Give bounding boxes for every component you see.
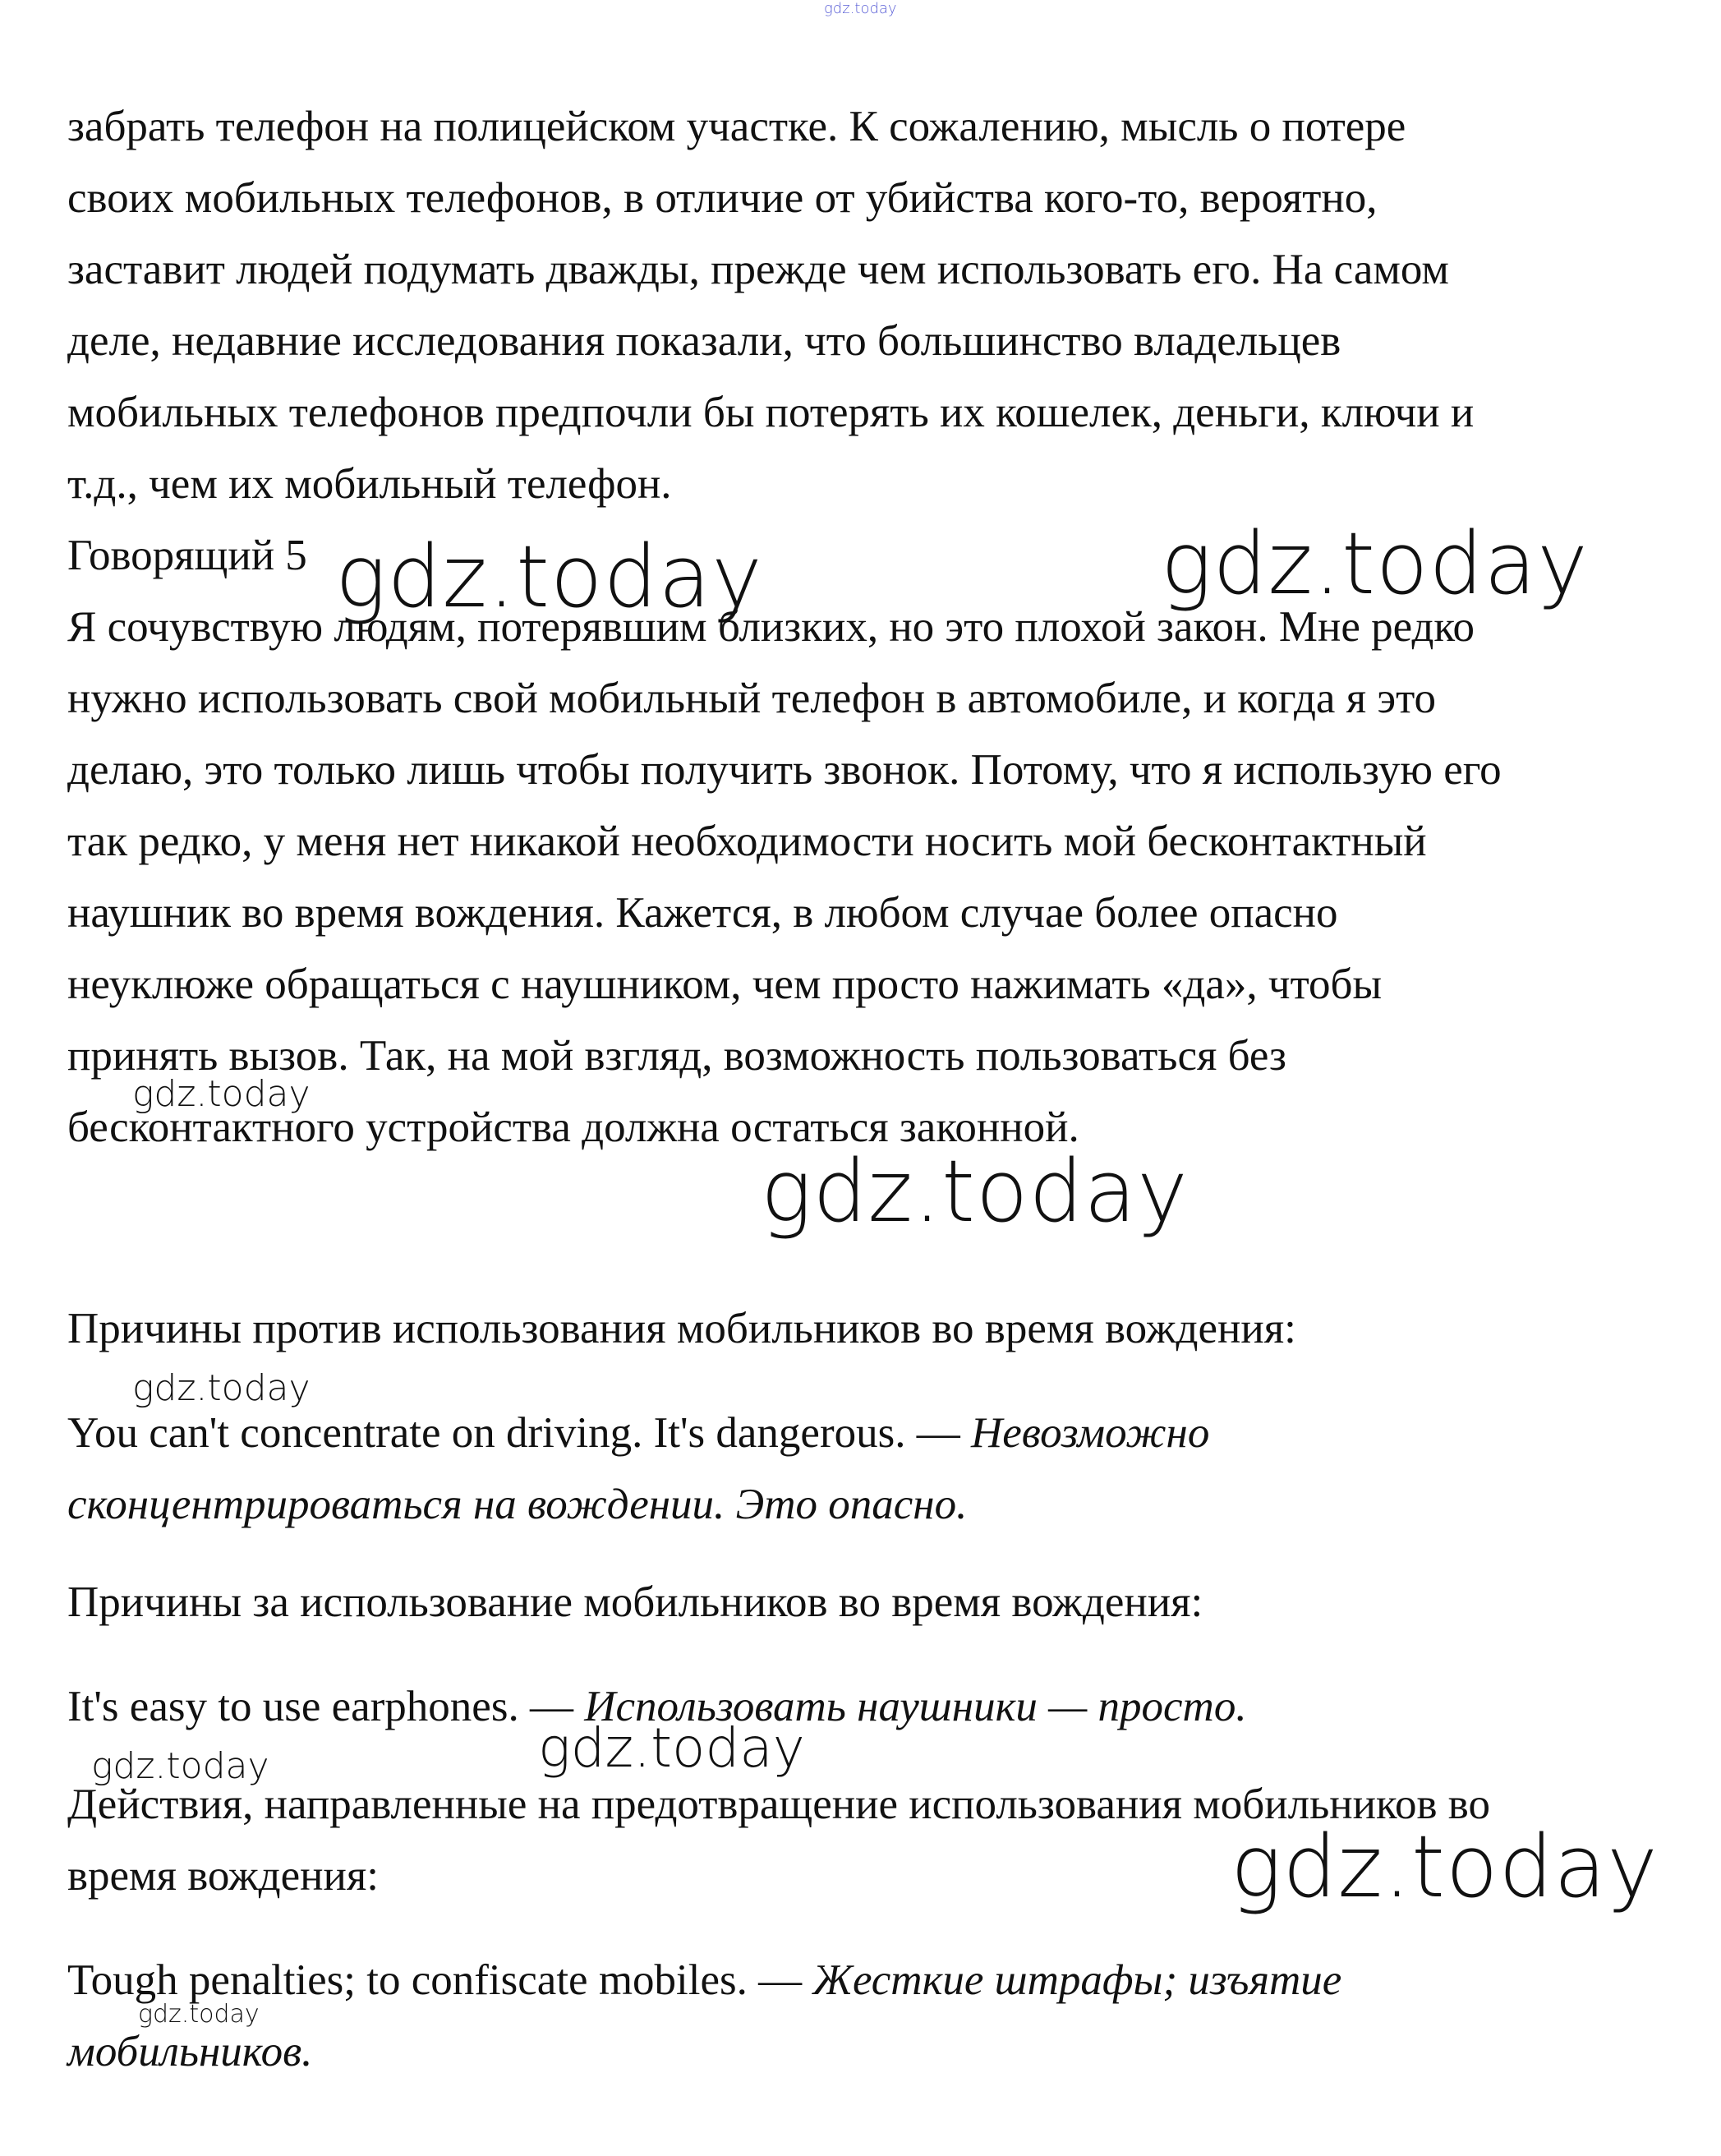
watermark-5: gdz.today bbox=[132, 1367, 311, 1409]
watermark-2: gdz.today bbox=[1161, 514, 1589, 614]
speaker-line-5: наушник во время вождения. Кажется, в любом случае более опасно bbox=[67, 889, 1338, 937]
watermark-1: gdz.today bbox=[335, 527, 763, 627]
reasons-for-en: It's easy to use earphones. — bbox=[67, 1683, 573, 1730]
paragraph-top-line-1: забрать телефон на полицейском участке. К сожалению, мысль о потере bbox=[67, 103, 1406, 150]
reasons-for-line bbox=[67, 1680, 1247, 1733]
speaker-label: Говорящий 5 bbox=[67, 532, 307, 579]
speaker-line-1: Я сочувствую людям, потерявшим близких, но это плохой закон. Мне редко bbox=[67, 603, 1475, 651]
watermark-8: gdz.today bbox=[1231, 1817, 1659, 1917]
watermark-6: gdz.today bbox=[91, 1745, 269, 1787]
reasons-for-heading: Причины за использование мобильников во время вождения: bbox=[67, 1578, 1203, 1626]
actions-heading-line-1: Действия, направленные на предотвращение использования мобильников во bbox=[67, 1781, 1490, 1828]
paragraph-top-line-3: заставит людей подумать дважды, прежде чем использовать его. На самом bbox=[67, 246, 1449, 293]
reasons-against-ru-2: сконцентрироваться на вождении. Это опасно. bbox=[67, 1481, 968, 1528]
reasons-against-ru-1: Невозможно bbox=[970, 1409, 1210, 1457]
paragraph-top-line-5: мобильных телефонов предпочли бы потерять их кошелек, деньги, ключи и bbox=[67, 389, 1475, 436]
reasons-against-heading: Причины против использования мобильников во время вождения: bbox=[67, 1305, 1296, 1352]
watermark-9: gdz.today bbox=[138, 2000, 260, 2029]
speaker-line-7: принять вызов. Так, на мой взгляд, возможность пользоваться без bbox=[67, 1032, 1286, 1080]
paragraph-top-line-4: деле, недавние исследования показали, что большинство владельцев bbox=[67, 317, 1341, 365]
actions-ru-1: Жесткие штрафы; изъятие bbox=[812, 1956, 1342, 2004]
speaker-line-2: нужно использовать свой мобильный телефон в автомобиле, и когда я это bbox=[67, 675, 1437, 722]
speaker-line-6: неуклюже обращаться с наушником, чем просто нажимать «да», чтобы bbox=[67, 961, 1383, 1008]
paragraph-top-line-2: своих мобильных телефонов, в отличие от убийства кого-то, вероятно, bbox=[67, 174, 1378, 222]
watermark-top: gdz.today bbox=[824, 0, 897, 17]
paragraph-top-line-6: т.д., чем их мобильный телефон. bbox=[67, 460, 672, 508]
actions-heading-line-2: время вождения: bbox=[67, 1852, 379, 1900]
reasons-against-en: You can't concentrate on driving. It's dangerous. — bbox=[67, 1409, 960, 1457]
watermark-7: gdz.today bbox=[538, 1716, 805, 1780]
watermark-4: gdz.today bbox=[761, 1141, 1189, 1242]
reasons-for-ru: Использовать наушники — просто. bbox=[584, 1683, 1247, 1730]
actions-en: Tough penalties; to confiscate mobiles. — bbox=[67, 1956, 803, 2004]
speaker-line-3: делаю, это только лишь чтобы получить звонок. Потому, что я использую его bbox=[67, 746, 1502, 794]
speaker-line-4: так редко, у меня нет никакой необходимости носить мой бесконтактный bbox=[67, 818, 1427, 865]
speaker-line-8: бесконтактного устройства должна остаться законной. bbox=[67, 1103, 1079, 1151]
reasons-against-line-1 bbox=[67, 1407, 1209, 1459]
actions-line-1 bbox=[67, 1954, 1341, 2006]
watermark-3: gdz.today bbox=[132, 1073, 311, 1115]
actions-ru-2: мобильников. bbox=[67, 2028, 313, 2075]
